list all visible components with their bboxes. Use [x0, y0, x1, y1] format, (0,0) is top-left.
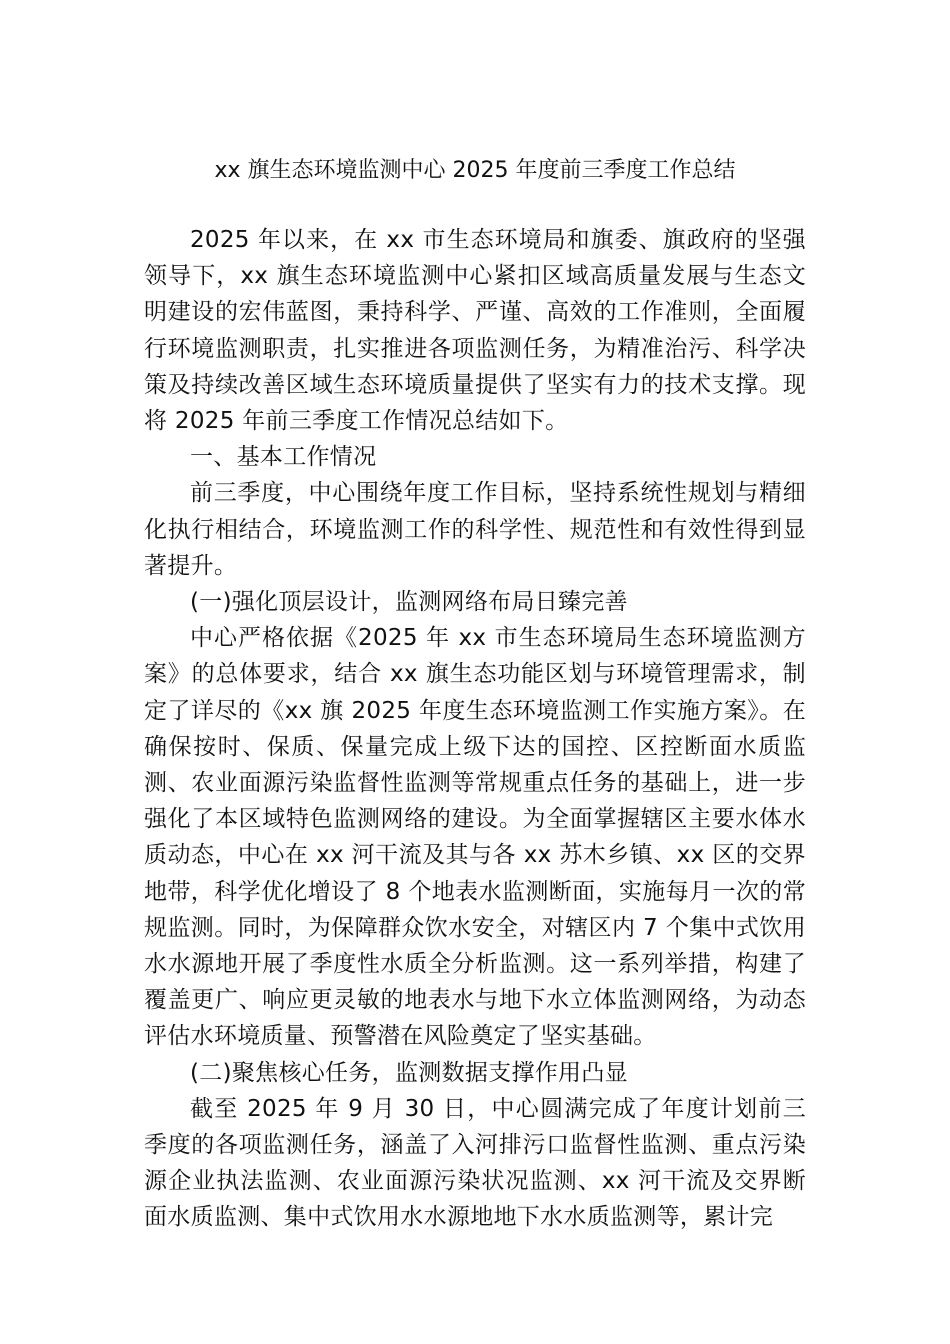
section-summary-paragraph: 前三季度，中心围绕年度工作目标，坚持系统性规划与精细化执行相结合，环境监测工作的科学性、规范性和有效性得到显著提升。	[144, 480, 806, 579]
section-heading-basic-work: 一、基本工作情况	[190, 444, 377, 471]
document-title: xx 旗生态环境监测中心 2025 年度前三季度工作总结	[214, 158, 736, 183]
monitoring-network-paragraph: 中心严格依据《2025 年 xx 市生态环境局生态环境监测方案》的总体要求，结合 xx 旗生态功能区划与环境管理需求，制定了详尽的《xx 旗 2025 年度生态环境监测工作实施方案》。在确保按时、保质、保量完成上级下达的国控、区控断面水质监测、农业面源污染监督性监测等常规重点任务的基础上，进一步强化了本区域特色监测网络的建设。为全面掌握辖区主要水体水质动态，中心在 xx 河干流及其与各 xx 苏木乡镇、xx 区的交界地带，科学优化增设了 8 个地表水监测断面，实施每月一次的常规监测。同时，为保障群众饮水安全，对辖区内 7 个集中式饮用水水源地开展了季度性水质全分析监测。这一系列举措，构建了覆盖更广、响应更灵敏的地表水与地下水立体监测网络，为动态评估水环境质量、预警潜在风险奠定了坚实基础。	[144, 625, 806, 1050]
subheading-top-level-design: (一)强化顶层设计，监测网络布局日臻完善	[190, 589, 628, 616]
core-tasks-paragraph: 截至 2025 年 9 月 30 日，中心圆满完成了年度计划前三季度的各项监测任务，涵盖了入河排污口监督性监测、重点污染源企业执法监测、农业面源污染状况监测、xx 河干流及交界断面水质监测、集中式饮用水水源地地下水水质监测等，累计完	[144, 1095, 806, 1231]
subheading-core-tasks: (二)聚焦核心任务，监测数据支撑作用凸显	[190, 1059, 628, 1086]
document-body	[144, 222, 806, 1236]
intro-paragraph: 2025 年以来，在 xx 市生态环境局和旗委、旗政府的坚强领导下，xx 旗生态环境监测中心紧扣区域高质量发展与生态文明建设的宏伟蓝图，秉持科学、严谨、高效的工作准则，全面履行环境监测职责，扎实推进各项监测任务，为精准治污、科学决策及持续改善区域生态环境质量提供了坚实有力的技术支撑。现将 2025 年前三季度工作情况总结如下。	[144, 227, 806, 435]
